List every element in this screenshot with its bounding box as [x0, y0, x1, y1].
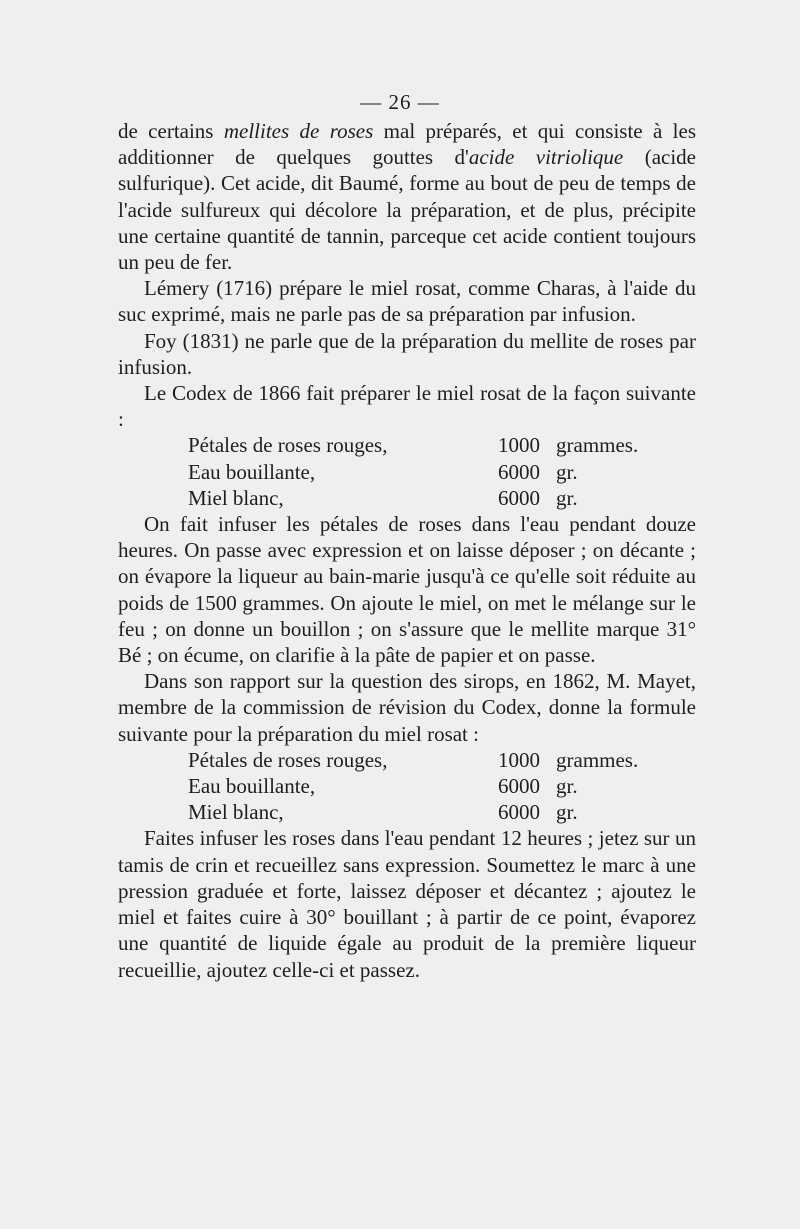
ingredient-quantity: 6000 [498, 485, 540, 510]
p1-italic-mellites: mellites de roses [223, 119, 374, 143]
body-text [118, 118, 696, 983]
ingredient-quantity: 6000 [498, 459, 540, 484]
ingredient-quantity: 6000 [498, 774, 540, 799]
ingredient-unit: grammes. [556, 747, 639, 772]
ingredient-name: Eau bouillante, [188, 774, 316, 799]
ingredient-name: Pétales de roses rouges, [188, 747, 388, 772]
ingredient-unit: grammes. [556, 433, 639, 458]
ingredient-name: Miel blanc, [188, 800, 284, 825]
paragraph-1 [118, 118, 696, 275]
ingredient-unit: gr. [556, 800, 578, 825]
ingredient-unit: gr. [556, 459, 578, 484]
paragraph-5: On fait infuser les pétales de roses dans l'eau pendant douze heures. On passe avec expression et on laisse déposer ; on décante ; on évapore la liqueur au bain-marie jusqu'à ce qu'elle soit réduite au poids de 1500 grammes. On ajoute le miel, on met le mélange sur le feu ; on donne un bouillon ; on s'assure que le mellite marque 31° Bé ; on écume, on clarifie à la pâte de papier et on passe. [118, 512, 696, 668]
paragraph-4: Le Codex de 1866 fait préparer le miel rosat de la façon suivante : [118, 381, 696, 432]
recipe-row [188, 747, 696, 773]
paragraph-7: Faites infuser les roses dans l'eau pendant 12 heures ; jetez sur un tamis de crin et recueillez sans expression. Soumettez le marc à une pression graduée et forte, laissez déposer et décantez ; ajoutez le miel et faites cuire à 30° bouillant ; à partir de ce point, évaporez une quantité de liquide égale au produit de la première liqueur recueillie, ajoutez celle-ci et passez. [118, 826, 696, 982]
ingredient-name: Pétales de roses rouges, [188, 433, 388, 458]
paragraph-2: Lémery (1716) prépare le miel rosat, comme Charas, à l'aide du suc exprimé, mais ne parle pas de sa préparation par infusion. [118, 276, 696, 327]
ingredient-name: Miel blanc, [188, 485, 284, 510]
ingredient-name: Eau bouillante, [188, 459, 316, 484]
p1-part-a: de certains [118, 119, 224, 143]
page-number: — 26 — [360, 90, 440, 114]
recipe-row [188, 432, 696, 458]
ingredient-quantity: 6000 [498, 800, 540, 825]
recipe-row [188, 459, 696, 485]
recipe-row [188, 773, 696, 799]
ingredient-quantity: 1000 [498, 747, 540, 772]
p1-part-c: mal préparés, et qui consiste à les additionner de quelques gouttes d' [118, 119, 697, 170]
recipe-row [188, 485, 696, 511]
paragraph-3: Foy (1831) ne parle que de la préparation du mellite de roses par infusion. [118, 328, 696, 379]
ingredient-quantity: 1000 [498, 433, 540, 458]
recipe-mayet-1862 [188, 747, 696, 826]
ingredient-unit: gr. [556, 774, 578, 799]
ingredient-unit: gr. [556, 485, 578, 510]
p1-part-e: (acide sulfurique). Cet acide, dit Baumé, forme au bout de peu de temps de l'acide sulfureux qui décolore la préparation, et de plus, précipite une certaine quantité de tannin, parceque cet acide contient toujours un peu de fer. [118, 145, 697, 275]
p1-italic-acide: acide vitriolique [468, 145, 624, 170]
paragraph-6: Dans son rapport sur la question des sirops, en 1862, M. Mayet, membre de la commission de révision du Codex, donne la formule suivante pour la préparation du miel rosat : [118, 669, 696, 746]
recipe-codex-1866 [188, 432, 696, 511]
recipe-row [188, 799, 696, 825]
